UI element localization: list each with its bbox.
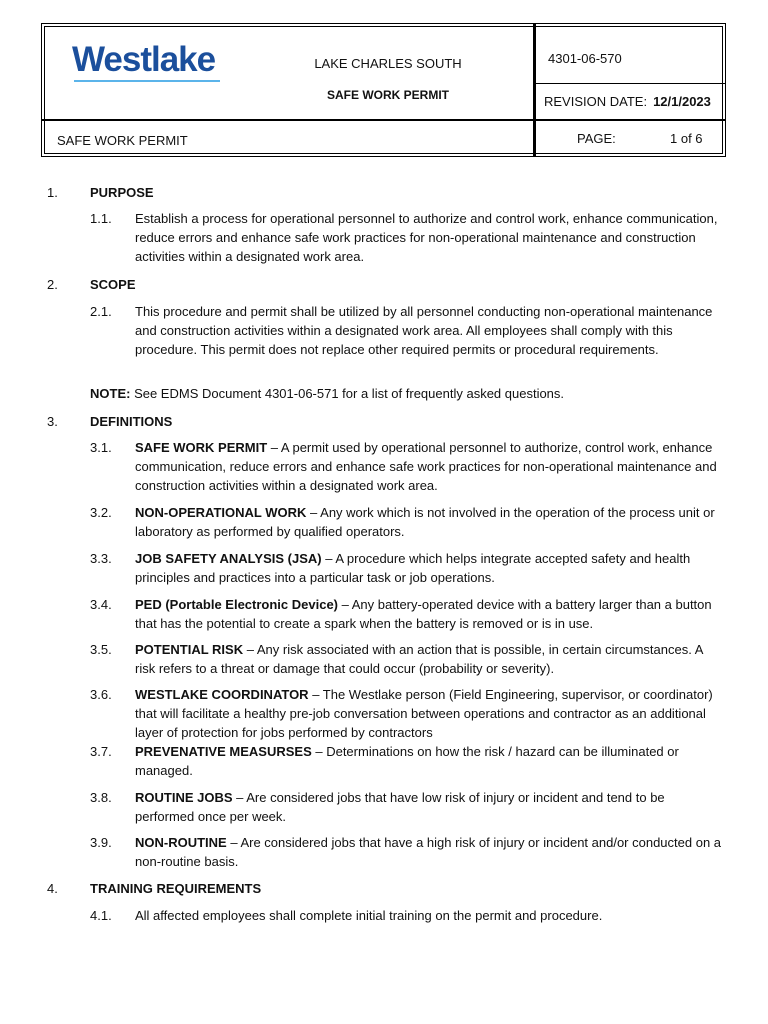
definition-body: – Any work which is not involved in the operation of the process unit or laboratory as performed by qualified operators. [135,505,715,539]
item-text: This procedure and permit shall be utilized by all personnel conducting non-operational maintenance and construction activities within a designated work area. All employees shall comply with this procedure. This permit does not replace other required permits or procedural requirements. [135,304,713,357]
note-text: See EDMS Document 4301-06-571 for a list of frequently asked questions. [130,386,565,401]
item-number: 3.2. [90,505,112,520]
definition-text [135,549,725,587]
section-number: 3. [47,414,58,429]
definition-term: JOB SAFETY ANALYSIS (JSA) [135,551,322,566]
definition-body: – A procedure which helps integrate accepted safety and health principles and practices into a particular task or job operations. [135,551,691,585]
definition-term: PED (Portable Electronic Device) [135,597,339,612]
item-number: 3.1. [90,440,112,455]
definition-text [135,503,725,541]
definition-text [135,742,725,780]
item-number: 1.1. [90,211,112,226]
revision-date-line [544,94,711,109]
header-divider [533,83,725,84]
definition-text [135,685,725,742]
item-text: All affected employees shall complete initial training on the permit and procedure. [135,908,603,923]
item-number: 3.7. [90,744,112,759]
document-number: 4301-06-570 [548,51,622,66]
definition-body: – Are considered jobs that have low risk of injury or incident and tend to be performed once per week. [135,790,665,824]
document-title: SAFE WORK PERMIT [57,133,188,148]
document-header [41,23,726,157]
page-number: 1 of 6 [670,131,703,146]
definition-body: – Any risk associated with an action that is possible, in certain circumstances. A risk refers to a threat or damage that could occur (probability or severity). [135,642,703,676]
section-title: TRAINING REQUIREMENTS [90,881,262,896]
item-number: 4.1. [90,908,112,923]
section-title: DEFINITIONS [90,414,173,429]
definition-text [135,833,725,871]
item-number: 2.1. [90,304,112,319]
definition-term: WESTLAKE COORDINATOR [135,687,309,702]
site-name: LAKE CHARLES SOUTH [314,56,462,71]
definition-term: ROUTINE JOBS [135,790,233,805]
definition-text [135,438,725,495]
definition-body: – A permit used by operational personnel to authorize, control work, enhance communication, reduce errors and enhance safe work practices for non-operational maintenance and construction activities within a designated work area. [135,440,717,493]
definition-term: SAFE WORK PERMIT [135,440,268,455]
definition-body: – The Westlake person (Field Engineering, supervisor, or coordinator) that will facilitate a healthy pre-job conversation between operations and contractor as an additional layer of protection for jobs performed by contractors [135,687,713,740]
header-divider [42,119,725,121]
definition-term: POTENTIAL RISK [135,642,244,657]
revision-date: 12/1/2023 [653,94,711,109]
definition-text [135,595,725,633]
section-number: 2. [47,277,58,292]
item-number: 3.3. [90,551,112,566]
section-title: PURPOSE [90,185,154,200]
definition-text [135,788,725,826]
item-number: 3.9. [90,835,112,850]
header-subtitle: SAFE WORK PERMIT [327,88,449,102]
definition-text [135,640,725,678]
section-number: 4. [47,881,58,896]
header-divider [533,24,536,156]
item-number: 3.6. [90,687,112,702]
westlake-logo [72,40,215,80]
definition-term: PREVENATIVE MEASURSES [135,744,312,759]
definition-body: – Determinations on how the risk / hazard can be illuminated or managed. [135,744,679,778]
revision-label: REVISION DATE: [544,94,648,109]
logo-underline [74,80,220,82]
definition-body: – Are considered jobs that have a high risk of injury or incident and/or conducted on a non-routine basis. [135,835,722,869]
item-number: 3.8. [90,790,112,805]
item-text: Establish a process for operational personnel to authorize and control work, enhance communication, reduce errors and enhance safe work practices for non-operational maintenance and construction activities within a designated work area. [135,211,718,264]
page-label: PAGE: [577,131,616,146]
item-number: 3.4. [90,597,112,612]
item-number: 3.5. [90,642,112,657]
logo-text: Westlake [72,40,216,79]
definition-term: NON-OPERATIONAL WORK [135,505,307,520]
definition-term: NON-ROUTINE [135,835,227,850]
note [90,384,722,403]
definition-body: – Any battery-operated device with a battery larger than a button that has the potential to create a spark when the battery is removed or is in use. [135,597,712,631]
section-title: SCOPE [90,277,136,292]
note-label: NOTE: [90,386,131,401]
section-number: 1. [47,185,58,200]
